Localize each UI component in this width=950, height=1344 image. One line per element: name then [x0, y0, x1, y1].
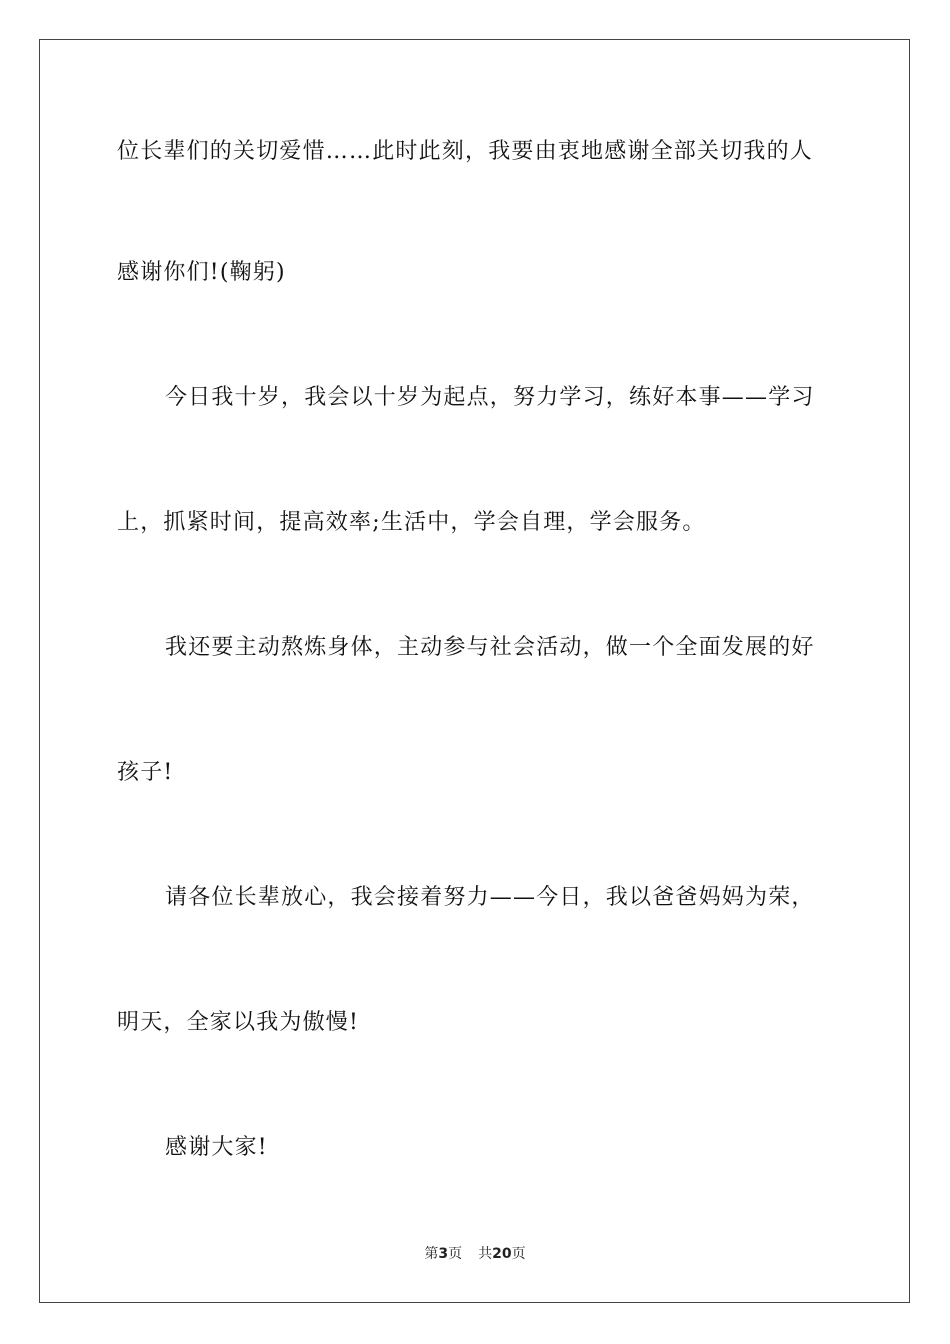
- page-border: [39, 39, 910, 1303]
- page-total-prefix: 共: [478, 1246, 493, 1262]
- text-line-8: 明天，全家以我为傲慢!: [117, 1010, 360, 1035]
- text-line-3: 今日我十岁，我会以十岁为起点，努力学习，练好本事——学习: [165, 385, 815, 410]
- text-line-7: 请各位长辈放心，我会接着努力——今日，我以爸爸妈妈为荣，: [165, 885, 815, 910]
- text-line-4: 上，抓紧时间，提高效率;生活中，学会自理，学会服务。: [117, 510, 706, 535]
- text-line-2: 感谢你们!(鞠躬): [117, 260, 286, 285]
- page-total-count: 20: [492, 1246, 512, 1262]
- text-line-1: 位长辈们的关切爱惜……此时此刻，我要由衷地感谢全部关切我的人: [117, 139, 814, 164]
- text-line-5: 我还要主动熬炼身体，主动参与社会活动，做一个全面发展的好: [165, 635, 815, 660]
- text-line-6: 孩子!: [117, 760, 174, 785]
- page-number-current: 3: [438, 1246, 449, 1262]
- text-line-9: 感谢大家!: [165, 1135, 268, 1160]
- page-number-suffix: 页: [448, 1246, 463, 1262]
- page-total-suffix: 页: [511, 1246, 526, 1262]
- page-number-prefix: 第: [424, 1246, 439, 1262]
- page-footer: [0, 1243, 950, 1263]
